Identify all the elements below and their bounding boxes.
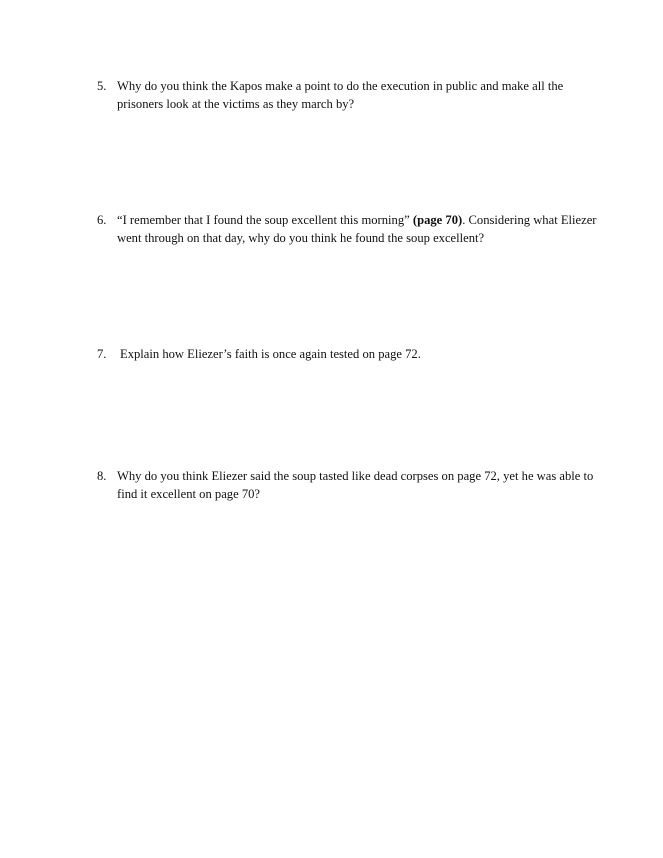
question-number: 8. [97,469,107,483]
question-number: 6. [97,213,107,227]
quote-text: “I remember that I found the soup excellent this morning” [117,213,410,227]
question-6 [97,211,597,247]
question-text: Why do you think Eliezer said the soup tasted like dead corpses on page 72, yet he was able to find it excellent on page 70? [117,469,594,501]
question-5 [97,77,597,113]
question-text: Why do you think the Kapos make a point to do the execution in public and make all the prisoners look at the victims as they march by? [117,79,564,111]
question-number: 5. [97,79,107,93]
question-prompt: . Considering what Eliezer went through on that day, why do you think he found the soup excellent? [117,213,597,245]
question-number: 7. [97,347,107,361]
question-text: Explain how Eliezer’s faith is once again tested on page 72. [120,347,421,361]
page-reference: (page 70) [412,213,463,227]
question-7 [97,345,597,363]
question-8 [97,467,597,503]
question-text [117,211,597,247]
